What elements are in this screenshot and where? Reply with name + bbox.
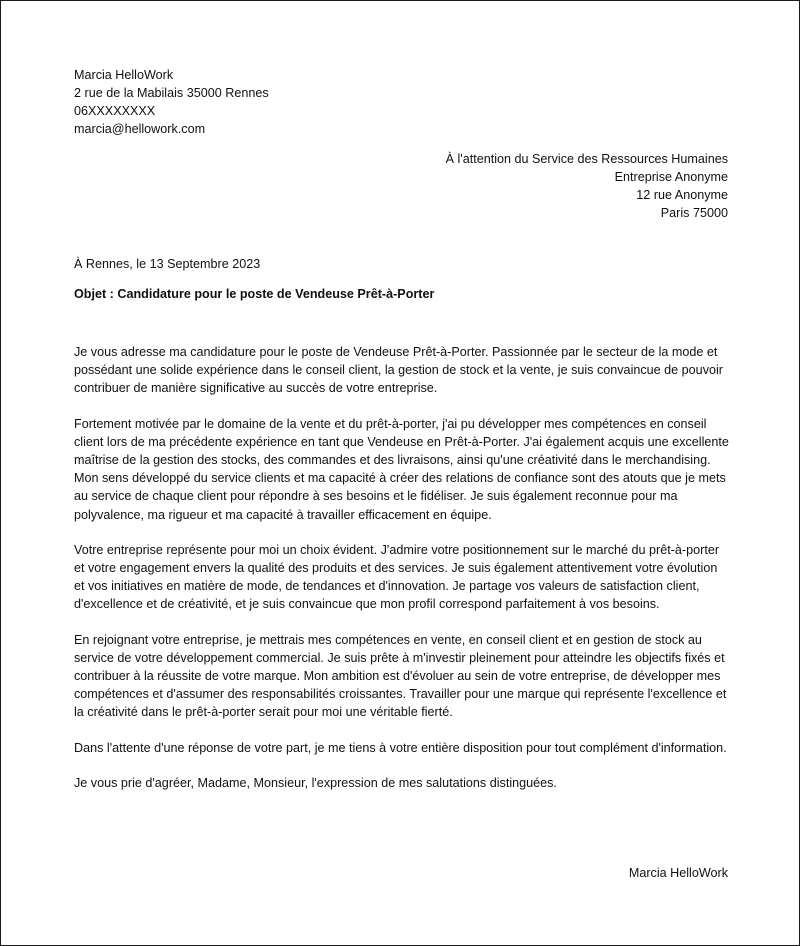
recipient-company: Entreprise Anonyme (614, 170, 728, 184)
sender-name: Marcia HelloWork (74, 68, 174, 82)
paragraph: Dans l'attente d'une réponse de votre part, je me tiens à votre entière disposition pour tout complément d'information. (74, 740, 727, 755)
paragraph: Votre entreprise représente pour moi un choix évident. J'admire votre positionnement sur le marché du prêt-à-porter et votre engagement envers la qualité des produits et des services. Je suis également attentivement votre évolution et vos initiatives en matière de mode, de tendances et d'innovation. Je partage vos valeurs de satisfaction client, d'excellence et de créativité, et je suis convaincue que mon profil correspond parfaitement à vos besoins. (74, 542, 720, 612)
sender-email: marcia@hellowork.com (74, 122, 206, 136)
letter-body (74, 343, 730, 809)
subject-line: Objet : Candidature pour le poste de Vendeuse Prêt-à-Porter (74, 287, 435, 301)
sender-phone: 06XXXXXXXX (74, 104, 156, 118)
paragraph: En rejoignant votre entreprise, je mettrais mes compétences en vente, en conseil client et en gestion de stock au service de votre développement commercial. Je suis prête à m'investir pleinement pour atteindre les objectifs fixés et contribuer à la réussite de votre marque. Mon ambition est d'évoluer au sein de votre entreprise, de développer mes compétences et d'assumer des responsabilités croissantes. Travailler pour une marque qui représente l'excellence et la créativité dans le prêt-à-porter serait pour moi une véritable fierté. (74, 632, 727, 720)
paragraph: Fortement motivée par le domaine de la vente et du prêt-à-porter, j'ai pu développer mes compétences en conseil client lors de ma précédente expérience en tant que Vendeuse en Prêt-à-Porter. J'ai également acquis une excellente maîtrise de la gestion des stocks, des commandes et des livraisons, ainsi qu'une créativité dans le merchandising. Mon sens développé du service clients et ma capacité à créer des relations de confiance sont des atouts que je mets au service de chaque client pour répondre à ses besoins et le fidéliser. Je suis également reconnue pour ma polyvalence, ma rigueur et ma capacité à travailler efficacement en équipe. (74, 416, 729, 522)
recipient-street: 12 rue Anonyme (636, 188, 728, 202)
recipient-attention: À l'attention du Service des Ressources Humaines (445, 152, 728, 166)
sender-address: 2 rue de la Mabilais 35000 Rennes (74, 86, 269, 100)
date-line: À Rennes, le 13 Septembre 2023 (74, 257, 261, 271)
signature: Marcia HelloWork (628, 866, 728, 880)
paragraph: Je vous prie d'agréer, Madame, Monsieur, l'expression de mes salutations distinguées. (74, 775, 557, 790)
sender-block (74, 66, 269, 138)
recipient-block (446, 150, 728, 222)
recipient-city: Paris 75000 (660, 206, 728, 220)
paragraph: Je vous adresse ma candidature pour le poste de Vendeuse Prêt-à-Porter. Passionnée par le secteur de la mode et possédant une solide expérience dans le conseil client, la gestion de stock et la vente, je suis convaincue de pouvoir contribuer de manière significative au succès de votre entreprise. (74, 345, 723, 396)
